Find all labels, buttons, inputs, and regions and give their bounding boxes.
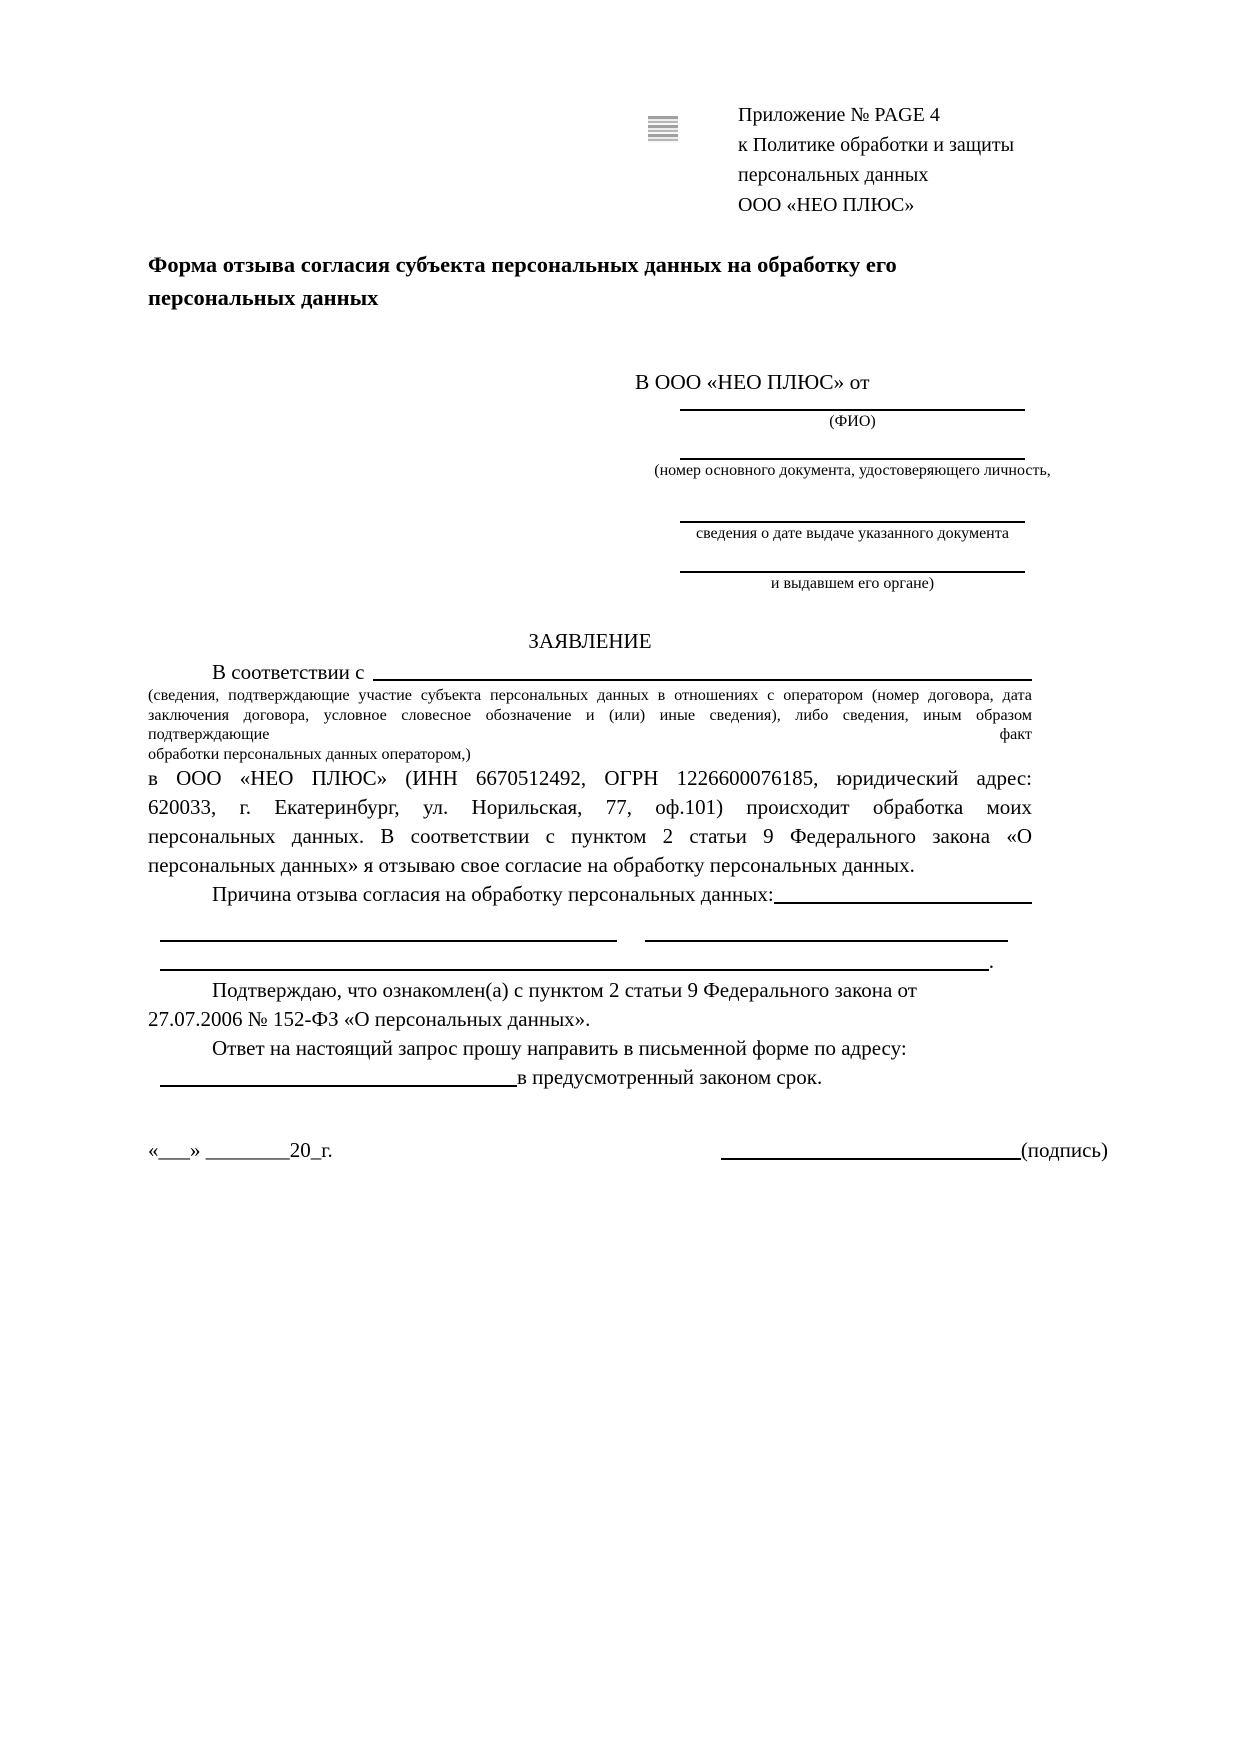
date-signature-row (148, 1136, 1108, 1165)
line-terminator: . (988, 949, 994, 974)
fill-in-line (160, 969, 989, 971)
fine-print (148, 686, 1032, 764)
recipient-block (635, 370, 1051, 594)
fio-field (680, 394, 1025, 432)
issuing-authority-field (680, 544, 1025, 594)
blank-line-row (148, 947, 1032, 976)
fill-in-line (160, 1085, 517, 1087)
fill-in-line (680, 394, 1025, 411)
fill-in-line (680, 481, 1025, 523)
signature-line (721, 1158, 1021, 1160)
field-caption: и выдавшем его органе) (770, 575, 935, 592)
document-title: Форма отзыва согласия субъекта персональных данных на обработку его персональных данных (148, 252, 897, 310)
reason-row (148, 880, 1032, 909)
embedded-object-icon (648, 116, 678, 143)
fill-in-line (680, 544, 1025, 573)
body-line: 620033, г. Екатеринбург, ул. Норильская, 77, оф.101) происходит обработка моих (148, 795, 1032, 820)
reason-prefix: Причина отзыва согласия на обработку персональных данных: (212, 882, 774, 907)
body-line: в ООО «НЕО ПЛЮС» (ИНН 6670512492, ОГРН 1226600076185, юридический адрес: (148, 766, 1032, 791)
fine-print-line: (сведения, подтверждающие участие субъекта персональных данных в отношениях с оператором (номер договора, дата (148, 686, 1032, 704)
statement-heading: ЗАЯВЛЕНИЕ (528, 629, 652, 653)
accordance-row (148, 659, 1032, 686)
appendix-line: персональных данных (738, 164, 929, 186)
main-paragraph (148, 764, 1032, 880)
field-caption: сведения о дате выдаче указанного документа (695, 525, 1010, 542)
accordance-prefix: В соответствии с (212, 660, 365, 684)
reply-address-row (148, 1063, 1032, 1092)
confirmation-line: Подтверждаю, что ознакомлен(а) с пунктом 2 статьи 9 Федерального закона от (212, 978, 917, 1003)
fill-in-line (373, 679, 1033, 681)
body-line: персональных данных» я отзываю свое согласие на обработку персональных данных. (148, 853, 915, 878)
body-line: персональных данных. В соответствии с пунктом 2 статьи 9 Федерального закона «О (148, 824, 1032, 849)
confirmation-line: 27.07.2006 № 152-ФЗ «О персональных данных». (148, 1007, 591, 1032)
field-caption: (ФИО) (829, 413, 876, 430)
confirmation-paragraph (148, 976, 1032, 1034)
reply-request-line: Ответ на настоящий запрос прошу направить в письменной форме по адресу: (212, 1036, 907, 1061)
blank-line-row (148, 909, 1032, 947)
fine-print-line: обработки персональных данных оператором,) (148, 744, 471, 763)
appendix-block (738, 100, 1014, 220)
recipient-to-line: В ООО «НЕО ПЛЮС» от (635, 370, 870, 394)
issue-date-field (680, 481, 1025, 544)
reply-suffix: в предусмотренный законом срок. (517, 1065, 823, 1090)
fill-in-line (680, 432, 1025, 460)
appendix-line: ООО «НЕО ПЛЮС» (738, 194, 915, 216)
fill-in-line (160, 940, 617, 942)
date-blank: «___» ________20_г. (148, 1138, 333, 1162)
appendix-line: к Политике обработки и защиты (738, 134, 1015, 156)
signature-caption: (подпись) (1020, 1138, 1108, 1162)
appendix-line: Приложение № PAGE 4 (738, 104, 940, 126)
statement-body (148, 659, 1032, 1092)
fill-in-line (645, 940, 1008, 942)
signature-group (721, 1136, 1108, 1165)
document-number-field (654, 432, 1051, 481)
field-caption: (номер основного документа, удостоверяющего личность, (654, 462, 1051, 479)
fine-print-line: заключения договора, условное словесное обозначение и (или) иные сведения), либо сведения, иным образом подтверждающие факт (148, 705, 1032, 744)
fill-in-line (774, 902, 1032, 904)
